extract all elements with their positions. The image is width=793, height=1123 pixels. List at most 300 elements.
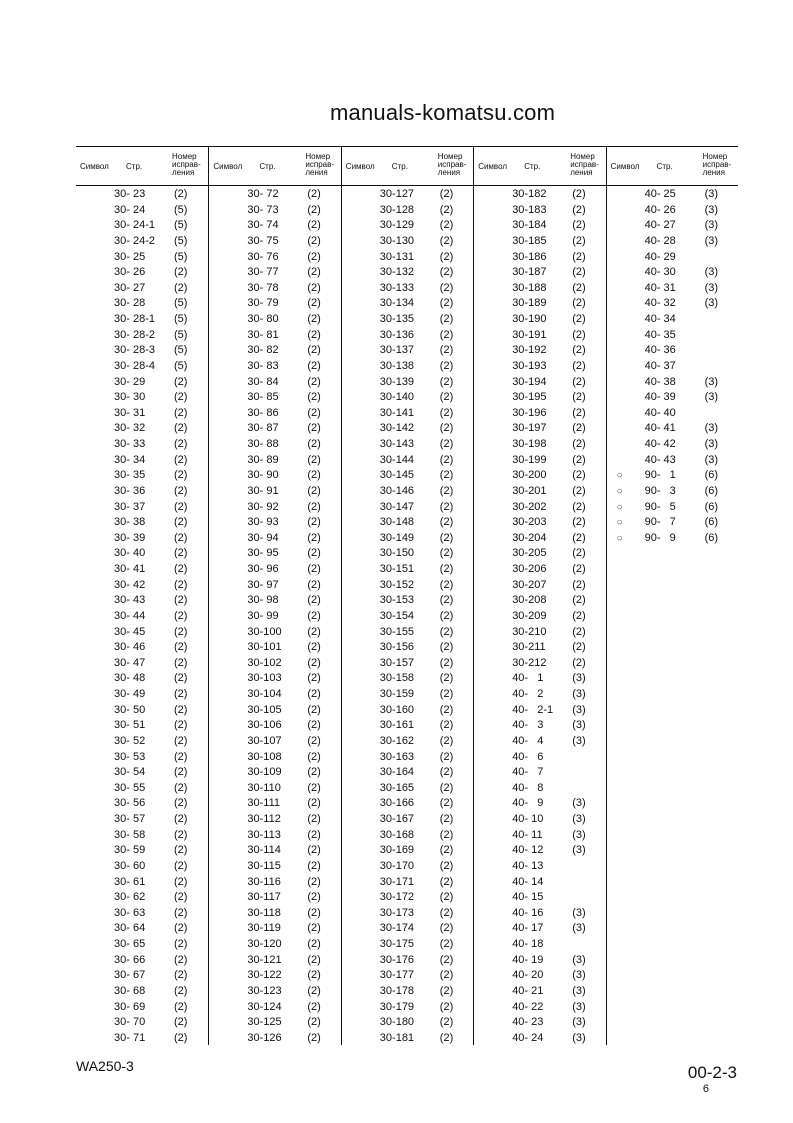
revision-cell: (2) [439, 469, 454, 482]
page-cell: 30- 79 [247, 297, 279, 310]
page-cell: 30-162 [379, 734, 415, 747]
table-row [342, 640, 474, 656]
table-row [76, 1015, 208, 1031]
table-row [474, 281, 606, 297]
revision-cell: (2) [439, 203, 454, 216]
table-row [474, 687, 606, 703]
revision-cell: (2) [439, 500, 454, 513]
table-row [342, 375, 474, 391]
table-row [342, 484, 474, 500]
revision-cell: (2) [174, 875, 188, 888]
page-cell: 30- 63 [114, 906, 146, 919]
table-row [474, 390, 606, 406]
page-cell: 30-146 [379, 484, 415, 497]
table-row [607, 390, 739, 406]
revision-cell: (2) [439, 875, 454, 888]
page-cell: 30-199 [512, 453, 547, 466]
page-cell: 30- 99 [247, 609, 279, 622]
page-cell: 30-185 [512, 234, 547, 247]
page-cell: 30- 38 [114, 516, 146, 529]
table-row [342, 703, 474, 719]
revision-cell: (2) [572, 219, 586, 232]
revision-cell: (2) [174, 266, 188, 279]
table-row [342, 531, 474, 547]
page-cell: 30-110 [247, 781, 281, 794]
page-cell: 30-135 [379, 313, 415, 325]
table-row [474, 453, 606, 469]
revision-cell: (2) [174, 766, 188, 779]
page-cell: 40- 2-1 [512, 703, 554, 716]
page-cell: 30-201 [512, 484, 547, 497]
table-row [342, 359, 474, 375]
revision-cell: (2) [174, 453, 188, 466]
table-row [76, 828, 208, 844]
page-cell: 30- 27 [114, 281, 146, 294]
table-row [342, 500, 474, 516]
revision-cell: (2) [307, 719, 321, 732]
revision-cell: (2) [572, 547, 586, 560]
revision-cell: (2) [439, 516, 454, 529]
revision-cell: (2) [439, 938, 454, 950]
table-row [76, 187, 208, 203]
page-cell: 30- 64 [114, 922, 146, 935]
page-cell: 30-152 [379, 578, 415, 591]
revision-cell: (2) [439, 1016, 454, 1029]
table-row [342, 328, 474, 344]
page-cell: 30- 97 [247, 578, 279, 591]
page-cell: 40- 25 [644, 188, 676, 200]
page-cell: 30-153 [379, 594, 415, 607]
revision-cell: (2) [307, 391, 321, 404]
revision-cell: (3) [572, 1031, 586, 1044]
page-cell: 30- 35 [114, 469, 146, 482]
page-cell: 40- 34 [644, 313, 676, 325]
revision-cell: (3) [572, 1000, 586, 1013]
revision-cell: (2) [572, 531, 586, 544]
table-row [474, 531, 606, 547]
table-row [474, 781, 606, 797]
table-row [76, 468, 208, 484]
table-row [342, 281, 474, 297]
revision-cell: (2) [307, 500, 321, 513]
header-page: Стр. [524, 162, 541, 171]
page-cell: 30- 65 [114, 938, 146, 950]
revision-cell: (2) [439, 922, 454, 935]
revision-cell: (2) [572, 297, 586, 310]
revision-cell: (2) [572, 641, 586, 654]
table-row [342, 515, 474, 531]
table-row [342, 546, 474, 562]
page-cell: 40- 7 [512, 766, 544, 779]
table-row [209, 468, 341, 484]
revision-cell: (6) [704, 469, 719, 482]
table-row [76, 296, 208, 312]
header-revision: Номер исправ- ления [305, 152, 335, 177]
page-cell: 30-100 [247, 625, 282, 638]
revision-cell: (2) [174, 828, 188, 841]
page-cell: 30-142 [379, 422, 415, 435]
table-row [209, 328, 341, 344]
revision-cell: (2) [307, 438, 321, 450]
page-cell: 30-116 [247, 875, 281, 888]
revision-cell: (3) [704, 297, 719, 310]
watermark: manuals-komatsu.com [330, 100, 556, 125]
page-cell: 30- 74 [247, 219, 279, 232]
revision-cell: (2) [439, 1031, 454, 1044]
table-row [209, 921, 341, 937]
revision-cell: (3) [704, 203, 719, 216]
page-cell: 30- 25 [114, 250, 146, 263]
table-row [209, 906, 341, 922]
table-row [607, 406, 739, 422]
table-row [76, 562, 208, 578]
page-cell: 30-148 [379, 516, 415, 529]
revision-cell: (2) [439, 797, 454, 810]
page-cell: 30- 28-3 [114, 344, 155, 357]
table-row [607, 359, 739, 375]
revision-cell: (3) [572, 672, 586, 685]
revision-cell: (3) [572, 969, 586, 982]
table-row [342, 265, 474, 281]
table-row [342, 984, 474, 1000]
revision-cell: (2) [307, 688, 321, 700]
revision-cell: (3) [572, 813, 586, 825]
revision-cell: (2) [174, 891, 188, 904]
revision-cell: (2) [174, 672, 188, 685]
table-row [209, 1000, 341, 1016]
page-cell: 30- 34 [114, 453, 146, 466]
table-row [76, 343, 208, 359]
table-row [342, 562, 474, 578]
page-cell: 40- 12 [512, 844, 544, 857]
table-row [209, 250, 341, 266]
page-cell: 30- 24 [114, 203, 146, 216]
page-cell: 30- 59 [114, 844, 146, 857]
page-cell: 30- 98 [247, 594, 279, 607]
table-row [474, 234, 606, 250]
table-row [209, 203, 341, 219]
table-row [607, 203, 739, 219]
page-cell: 30- 33 [114, 438, 146, 450]
table-row [474, 562, 606, 578]
revision-cell: (2) [174, 1000, 188, 1013]
table-row [76, 312, 208, 328]
revision-cell: (2) [439, 266, 454, 279]
revision-cell: (2) [439, 656, 454, 669]
page-cell: 40- 22 [512, 1000, 544, 1013]
revision-cell: (2) [439, 641, 454, 654]
page-cell: 30-120 [247, 938, 282, 950]
page-cell: 30- 31 [114, 406, 146, 419]
table-row [209, 484, 341, 500]
page-cell: 30-102 [247, 656, 282, 669]
page-cell: 30- 28-1 [114, 313, 155, 325]
revision-cell: (2) [439, 188, 454, 200]
table-row [474, 500, 606, 516]
table-row [209, 765, 341, 781]
page-cell: 30-101 [247, 641, 282, 654]
page-cell: 30- 77 [247, 266, 279, 279]
revision-cell: (2) [572, 188, 586, 200]
revision-cell: (2) [572, 266, 586, 279]
page-cell: 30- 87 [247, 422, 279, 435]
revision-cell: (2) [174, 578, 188, 591]
revision-cell: (2) [572, 250, 586, 263]
page-cell: 30- 42 [114, 578, 146, 591]
revision-cell: (2) [307, 984, 321, 997]
revision-cell: (3) [572, 922, 586, 935]
revision-cell: (2) [174, 859, 188, 872]
revision-cell: (2) [174, 422, 188, 435]
page-cell: 30-190 [512, 313, 547, 325]
page-cell: 30-154 [379, 609, 415, 622]
revision-cell: (2) [307, 797, 321, 810]
header-revision: Номер исправ- ления [172, 152, 201, 177]
table-row [209, 562, 341, 578]
revision-cell: (3) [572, 984, 586, 997]
table-row [209, 937, 341, 953]
symbol-cell: ○ [616, 485, 623, 497]
table-row [209, 875, 341, 891]
page-cell: 30-128 [379, 203, 415, 216]
table-row [209, 546, 341, 562]
table-row [209, 234, 341, 250]
revision-cell: (2) [174, 188, 188, 200]
revision-cell: (2) [439, 969, 454, 982]
page-cell: 40- 11 [512, 828, 543, 841]
page-cell: 40- 37 [644, 359, 676, 372]
revision-cell: (2) [307, 813, 321, 825]
page-cell: 30-193 [512, 359, 547, 372]
revision-cell: (2) [307, 281, 321, 294]
table-row [474, 312, 606, 328]
table-row [76, 1031, 208, 1047]
page-cell: 30-136 [379, 328, 415, 341]
table-row [76, 765, 208, 781]
page-cell: 40- 9 [512, 797, 544, 810]
table-row [209, 890, 341, 906]
revision-cell: (2) [439, 234, 454, 247]
page-cell: 30-125 [247, 1016, 282, 1029]
revision-cell: (2) [572, 500, 586, 513]
revision-cell: (2) [572, 281, 586, 294]
table-row [76, 218, 208, 234]
table-row [76, 515, 208, 531]
page-cell: 30-197 [512, 422, 547, 435]
table-row [607, 281, 739, 297]
revision-cell: (2) [439, 781, 454, 794]
revision-cell: (2) [572, 484, 586, 497]
page-cell: 30-124 [247, 1000, 282, 1013]
page-cell: 30- 39 [114, 531, 146, 544]
table-row [209, 984, 341, 1000]
table-row [342, 781, 474, 797]
page-cell: 30-200 [512, 469, 547, 482]
page-cell: 40- 21 [512, 984, 544, 997]
page-cell: 30-119 [247, 922, 281, 935]
page-cell: 30- 56 [114, 797, 146, 810]
page-cell: 30- 37 [114, 500, 146, 513]
table-row [209, 859, 341, 875]
revision-cell: (2) [174, 375, 188, 388]
revision-cell: (3) [704, 438, 719, 450]
table-row [342, 609, 474, 625]
table-row [76, 906, 208, 922]
table-row [474, 359, 606, 375]
revision-cell: (2) [439, 422, 454, 435]
page-cell: 30- 41 [114, 563, 146, 575]
revision-cell: (2) [572, 625, 586, 638]
table-row [342, 312, 474, 328]
table-row [76, 359, 208, 375]
page-cell: 30- 94 [247, 531, 279, 544]
table-row [474, 609, 606, 625]
table-row [209, 656, 341, 672]
revision-cell: (2) [307, 1000, 321, 1013]
revision-cell: (2) [307, 250, 321, 263]
page-cell: 40- 14 [512, 875, 544, 888]
page-cell: 30-121 [247, 953, 282, 966]
table-row [209, 671, 341, 687]
revision-cell: (2) [307, 844, 321, 857]
table-row [76, 984, 208, 1000]
revision-cell: (2) [307, 922, 321, 935]
table-row [342, 828, 474, 844]
table-row [607, 234, 739, 250]
revision-cell: (2) [307, 578, 321, 591]
table-row [76, 812, 208, 828]
table-row [209, 187, 341, 203]
page-cell: 40- 39 [644, 391, 676, 404]
revision-cell: (3) [572, 844, 586, 857]
revision-cell: (3) [704, 219, 719, 232]
table-row [76, 578, 208, 594]
revision-cell: (2) [439, 281, 454, 294]
page-cell: 30-206 [512, 563, 547, 575]
table-row [474, 1015, 606, 1031]
table-row [474, 546, 606, 562]
table-row [209, 812, 341, 828]
page-cell: 30-176 [379, 953, 415, 966]
revision-cell: (3) [704, 391, 719, 404]
table-row [209, 296, 341, 312]
table-row [607, 187, 739, 203]
revision-cell: (2) [307, 406, 321, 419]
revision-cell: (2) [439, 891, 454, 904]
page-cell: 30-137 [379, 344, 415, 357]
page-cell: 90- 5 [644, 500, 676, 513]
page-cell: 30-139 [379, 375, 415, 388]
table-row [342, 1015, 474, 1031]
revision-cell: (2) [572, 203, 586, 216]
revision-cell: (2) [174, 641, 188, 654]
table-column [606, 147, 739, 1045]
revision-cell: (2) [572, 438, 586, 450]
table-row [76, 953, 208, 969]
table-row [209, 703, 341, 719]
revision-cell: (2) [307, 484, 321, 497]
page-cell: 30-165 [379, 781, 415, 794]
table-row [342, 734, 474, 750]
page-cell: 40- 10 [512, 813, 544, 825]
table-row [474, 734, 606, 750]
revision-cell: (5) [174, 234, 188, 247]
page-cell: 30-173 [379, 906, 415, 919]
table-row [607, 250, 739, 266]
revision-cell: (2) [307, 1031, 321, 1044]
page-cell: 30-196 [512, 406, 547, 419]
page-cell: 30-117 [247, 891, 281, 904]
table-row [209, 437, 341, 453]
revision-cell: (3) [704, 422, 719, 435]
revision-cell: (2) [439, 813, 454, 825]
table-row [209, 1015, 341, 1031]
table-row [342, 890, 474, 906]
revision-cell: (2) [174, 703, 188, 716]
page-cell: 30-115 [247, 859, 281, 872]
table-row [474, 796, 606, 812]
table-row [76, 750, 208, 766]
page-cell: 30-181 [379, 1031, 415, 1044]
page-cell: 30-112 [247, 813, 281, 825]
page-cell: 30-164 [379, 766, 415, 779]
page-cell: 30-163 [379, 750, 415, 763]
revision-cell: (2) [572, 578, 586, 591]
revision-cell: (2) [174, 438, 188, 450]
revision-cell: (2) [572, 313, 586, 325]
revision-cell: (2) [439, 906, 454, 919]
page-cell: 30-134 [379, 297, 415, 310]
table-row [342, 765, 474, 781]
table-row [209, 593, 341, 609]
table-row [607, 515, 739, 531]
revision-cell: (3) [704, 188, 719, 200]
table-row [474, 890, 606, 906]
revision-cell: (2) [174, 906, 188, 919]
revision-cell: (2) [174, 688, 188, 700]
revision-cell: (6) [704, 484, 719, 497]
page-cell: 30-187 [512, 266, 547, 279]
table-row [474, 468, 606, 484]
table-row [209, 640, 341, 656]
revision-cell: (3) [572, 688, 586, 700]
table-row [474, 1031, 606, 1047]
page-cell: 30- 71 [114, 1031, 146, 1044]
revision-cell: (2) [307, 891, 321, 904]
page-cell: 30-209 [512, 609, 547, 622]
table-row [209, 734, 341, 750]
revision-cell: (2) [174, 656, 188, 669]
table-row [474, 843, 606, 859]
page-cell: 30- 58 [114, 828, 146, 841]
revision-cell: (2) [307, 781, 321, 794]
page-cell: 40- 43 [644, 453, 676, 466]
table-row [342, 625, 474, 641]
table-row [342, 718, 474, 734]
table-row [76, 546, 208, 562]
table-column [473, 147, 606, 1045]
table-row [76, 234, 208, 250]
revision-table [76, 146, 738, 1045]
table-row [76, 390, 208, 406]
table-row [209, 796, 341, 812]
page-cell: 30-178 [379, 984, 415, 997]
page-cell: 30-131 [379, 250, 415, 263]
page-cell: 30-211 [512, 641, 546, 654]
table-row [76, 703, 208, 719]
revision-cell: (3) [704, 375, 719, 388]
page-cell: 30- 73 [247, 203, 279, 216]
